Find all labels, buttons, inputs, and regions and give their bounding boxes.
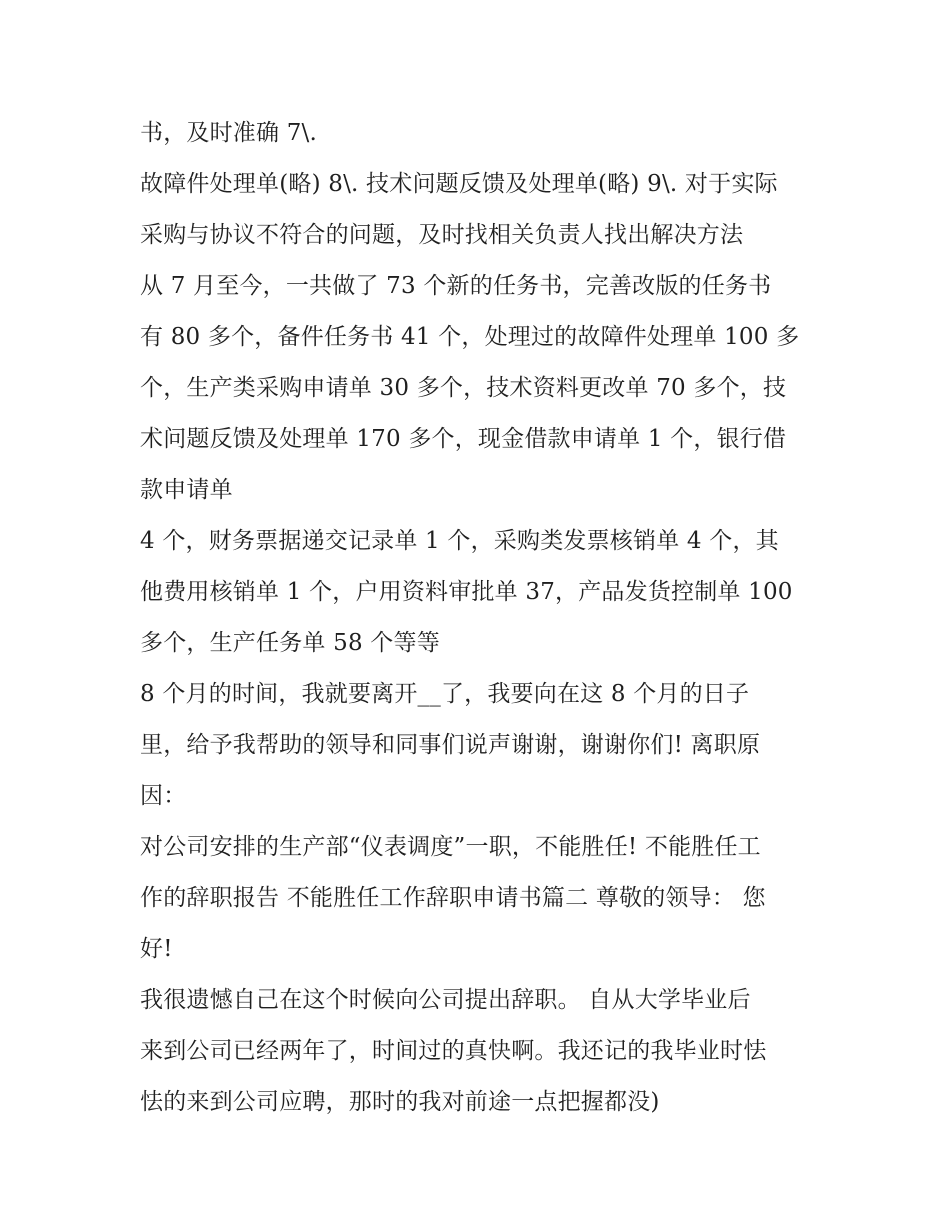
text-line: 作的辞职报告 不能胜任工作辞职申请书篇二 尊敬的领导： 您	[140, 885, 766, 911]
text-line: 故障件处理单(略) 8\. 技术问题反馈及处理单(略) 9\. 对于实际	[140, 171, 778, 197]
text-line: 书，及时准确 7\.	[140, 120, 318, 146]
text-line: 他费用核销单 1 个，户用资料审批单 37，产品发货控制单 100	[140, 579, 793, 605]
text-line: 术问题反馈及处理单 170 多个，现金借款申请单 1 个，银行借	[140, 426, 787, 452]
text-line: 有 80 多个，备件任务书 41 个，处理过的故障件处理单 100 多	[140, 324, 800, 350]
text-line: 我很遗憾自己在这个时候向公司提出辞职。 自从大学毕业后	[140, 987, 751, 1013]
text-line: 来到公司已经两年了，时间过的真快啊。我还记的我毕业时怯	[140, 1038, 767, 1064]
text-line: 从 7 月至今，一共做了 73 个新的任务书，完善改版的任务书	[140, 273, 772, 299]
text-line: 对公司安排的生产部“仪表调度”一职，不能胜任! 不能胜任工	[140, 834, 761, 860]
text-line: 多个，生产任务单 58 个等等	[140, 630, 440, 656]
document-body	[140, 108, 830, 1128]
text-line: 里，给予我帮助的领导和同事们说声谢谢，谢谢你们! 离职原	[140, 732, 761, 758]
text-line: 8 个月的时间，我就要离开__了，我要向在这 8 个月的日子	[140, 681, 750, 707]
text-line: 款申请单	[140, 477, 233, 503]
text-line: 采购与协议不符合的问题，及时找相关负责人找出解决方法	[140, 222, 744, 248]
text-line: 好!	[140, 936, 173, 962]
text-line: 怯的来到公司应聘，那时的我对前途一点把握都没)	[140, 1089, 660, 1115]
text-line: 4 个，财务票据递交记录单 1 个，采购类发票核销单 4 个，其	[140, 528, 779, 554]
text-line: 因：	[140, 783, 187, 809]
text-line: 个，生产类采购申请单 30 多个，技术资料更改单 70 多个，技	[140, 375, 787, 401]
